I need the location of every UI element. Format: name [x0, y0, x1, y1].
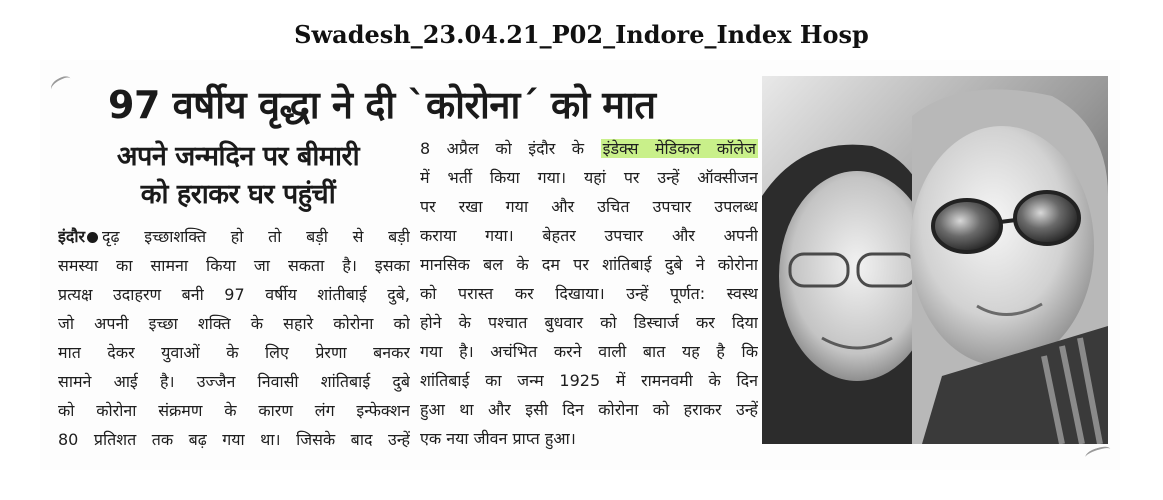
- sunglasses-bridge: [1000, 220, 1016, 222]
- sunglasses-lens: [1015, 192, 1079, 244]
- text-line: शांतिबाई का जन्म 1925 में रामनवमी के दिन: [420, 371, 758, 390]
- text-line-content: दृढ़ इच्छाशक्ति हो तो बड़ी से बड़ी: [102, 227, 410, 246]
- article-subhead: [68, 138, 408, 214]
- text-line: गया है। अचंभित करने वाली बात यह है कि: [420, 342, 758, 361]
- scribble-mark: [48, 73, 73, 94]
- highlighted-hospital-name: इंडेक्स मेडिकल कॉलेज: [602, 139, 756, 158]
- text-line: प्रत्यक्ष उदाहरण बनी 97 वर्षीय शांतीबाई दुबे,: [58, 285, 410, 304]
- sunglasses-lens: [933, 200, 1001, 252]
- middle-text-column: [420, 134, 758, 453]
- text-line: को परास्त कर दिखाया। उन्हें पूर्णत: स्वस्थ: [420, 284, 758, 303]
- bullet-icon: [87, 232, 98, 243]
- text-line: सामने आई है। उज्जैन निवासी शांतिबाई दुबे: [58, 372, 410, 391]
- photo-illustration: [762, 76, 1108, 444]
- text-line: एक नया जीवन प्राप्त हुआ।: [420, 429, 576, 448]
- text-line: समस्या का सामना किया जा सकता है। इसका: [58, 256, 410, 275]
- newspaper-clipping: [40, 60, 1120, 470]
- article-photo: [762, 76, 1108, 444]
- text-line: मानसिक बल के दम पर शांतिबाई दुबे ने कोरोना: [420, 255, 758, 274]
- text-line: कराया गया। बेहतर उपचार और अपनी: [420, 226, 758, 245]
- subhead-line: को हराकर घर पहुंचीं: [140, 179, 336, 210]
- text-line: [58, 222, 410, 251]
- text-line-content: 8 अप्रैल को इंदौर के: [420, 139, 601, 158]
- text-line: 80 प्रतिशत तक बढ़ गया था। जिसके बाद उन्हें: [58, 430, 410, 449]
- text-line: पर रखा गया और उचित उपचार उपलब्ध: [420, 197, 758, 216]
- left-text-column: [58, 222, 410, 454]
- text-line: मात देकर युवाओं के लिए प्रेरणा बनकर: [58, 343, 410, 362]
- clipping-caption: Swadesh_23.04.21_P02_Indore_Index Hosp: [294, 20, 869, 49]
- text-line: [420, 134, 758, 163]
- dateline: इंदौर: [58, 227, 86, 246]
- text-line: में भर्ती किया गया। यहां पर उन्हें ऑक्सीजन: [420, 168, 758, 187]
- face-right: [910, 126, 1094, 366]
- subhead-line: अपने जन्मदिन पर बीमारी: [116, 141, 360, 172]
- scribble-mark: [1084, 444, 1112, 462]
- text-line: हुआ था और इसी दिन कोरोना को हराकर उन्हें: [420, 400, 758, 419]
- text-line: को कोरोना संक्रमण के कारण लंग इन्फेक्शन: [58, 401, 410, 420]
- text-line: होने के पश्चात बुधवार को डिस्चार्ज कर दिया: [420, 313, 758, 332]
- text-line: जो अपनी इच्छा शक्ति के सहारे कोरोना को: [58, 314, 410, 333]
- article-headline: 97 वर्षीय वृद्धा ने दी `कोरोना´ को मात: [108, 83, 656, 127]
